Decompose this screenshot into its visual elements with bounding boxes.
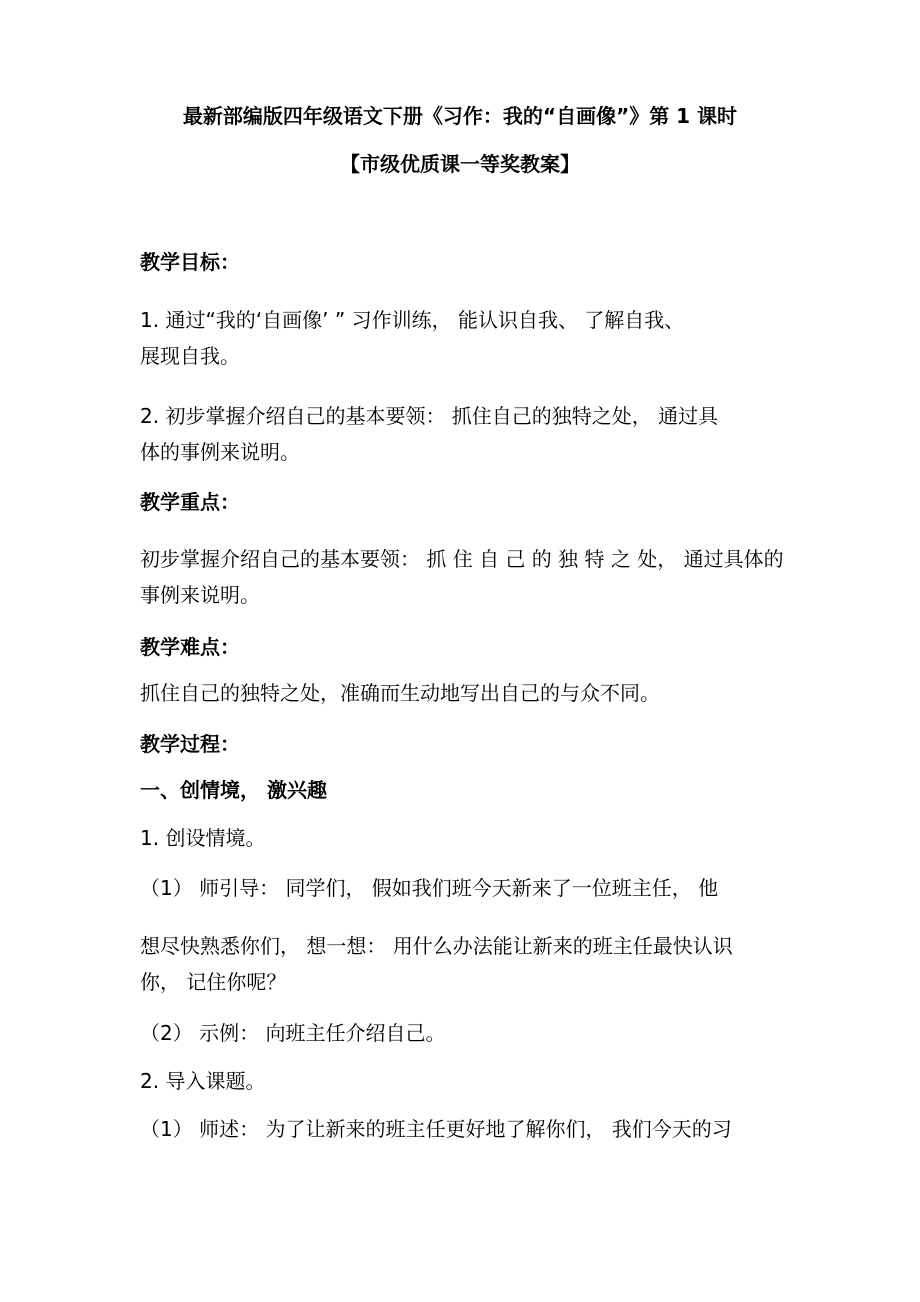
document-subtitle: 【市级优质课一等奖教案】: [340, 152, 580, 176]
objective-1-line-2: 展现自我。: [140, 344, 240, 368]
section-1-heading: 一、创情境， 激兴趣: [140, 778, 327, 802]
step-1-1-line-3: 你， 记住你呢？: [140, 970, 287, 994]
key-points-line-1: 初步掌握介绍自己的基本要领： 抓 住 自 己 的 独 特 之 处， 通过具体的: [140, 547, 784, 571]
step-1: 1. 创设情境。: [140, 826, 266, 850]
objectives-heading: 教学目标：: [140, 250, 240, 274]
step-2-1-line-1: （1） 师述： 为了让新来的班主任更好地了解你们， 我们今天的习: [140, 1117, 732, 1141]
process-heading: 教学过程：: [140, 732, 240, 756]
key-points-heading: 教学重点：: [140, 490, 240, 514]
objective-2-line-1: 2. 初步掌握介绍自己的基本要领： 抓住自己的独特之处， 通过具: [140, 404, 719, 428]
step-1-2: （2） 示例： 向班主任介绍自己。: [140, 1021, 446, 1045]
objective-2-line-2: 体的事例来说明。: [140, 440, 300, 464]
difficulties-heading: 教学难点：: [140, 635, 240, 659]
step-1-1-line-2: 想尽快熟悉你们， 想一想： 用什么办法能让新来的班主任最快认识: [140, 934, 733, 958]
step-2: 2. 导入课题。: [140, 1069, 266, 1093]
key-points-line-2: 事例来说明。: [140, 583, 260, 607]
step-1-1-line-1: （1） 师引导： 同学们， 假如我们班今天新来了一位班主任， 他: [140, 876, 719, 900]
objective-1-line-1: 1. 通过“我的‘自画像’ ” 习作训练， 能认识自我、 了解自我、: [140, 308, 685, 332]
document-title: 最新部编版四年级语文下册《习作：我的“自画像”》第 1 课时: [182, 104, 738, 128]
difficulties-line-1: 抓住自己的独特之处，准确而生动地写出自己的与众不同。: [140, 681, 660, 705]
